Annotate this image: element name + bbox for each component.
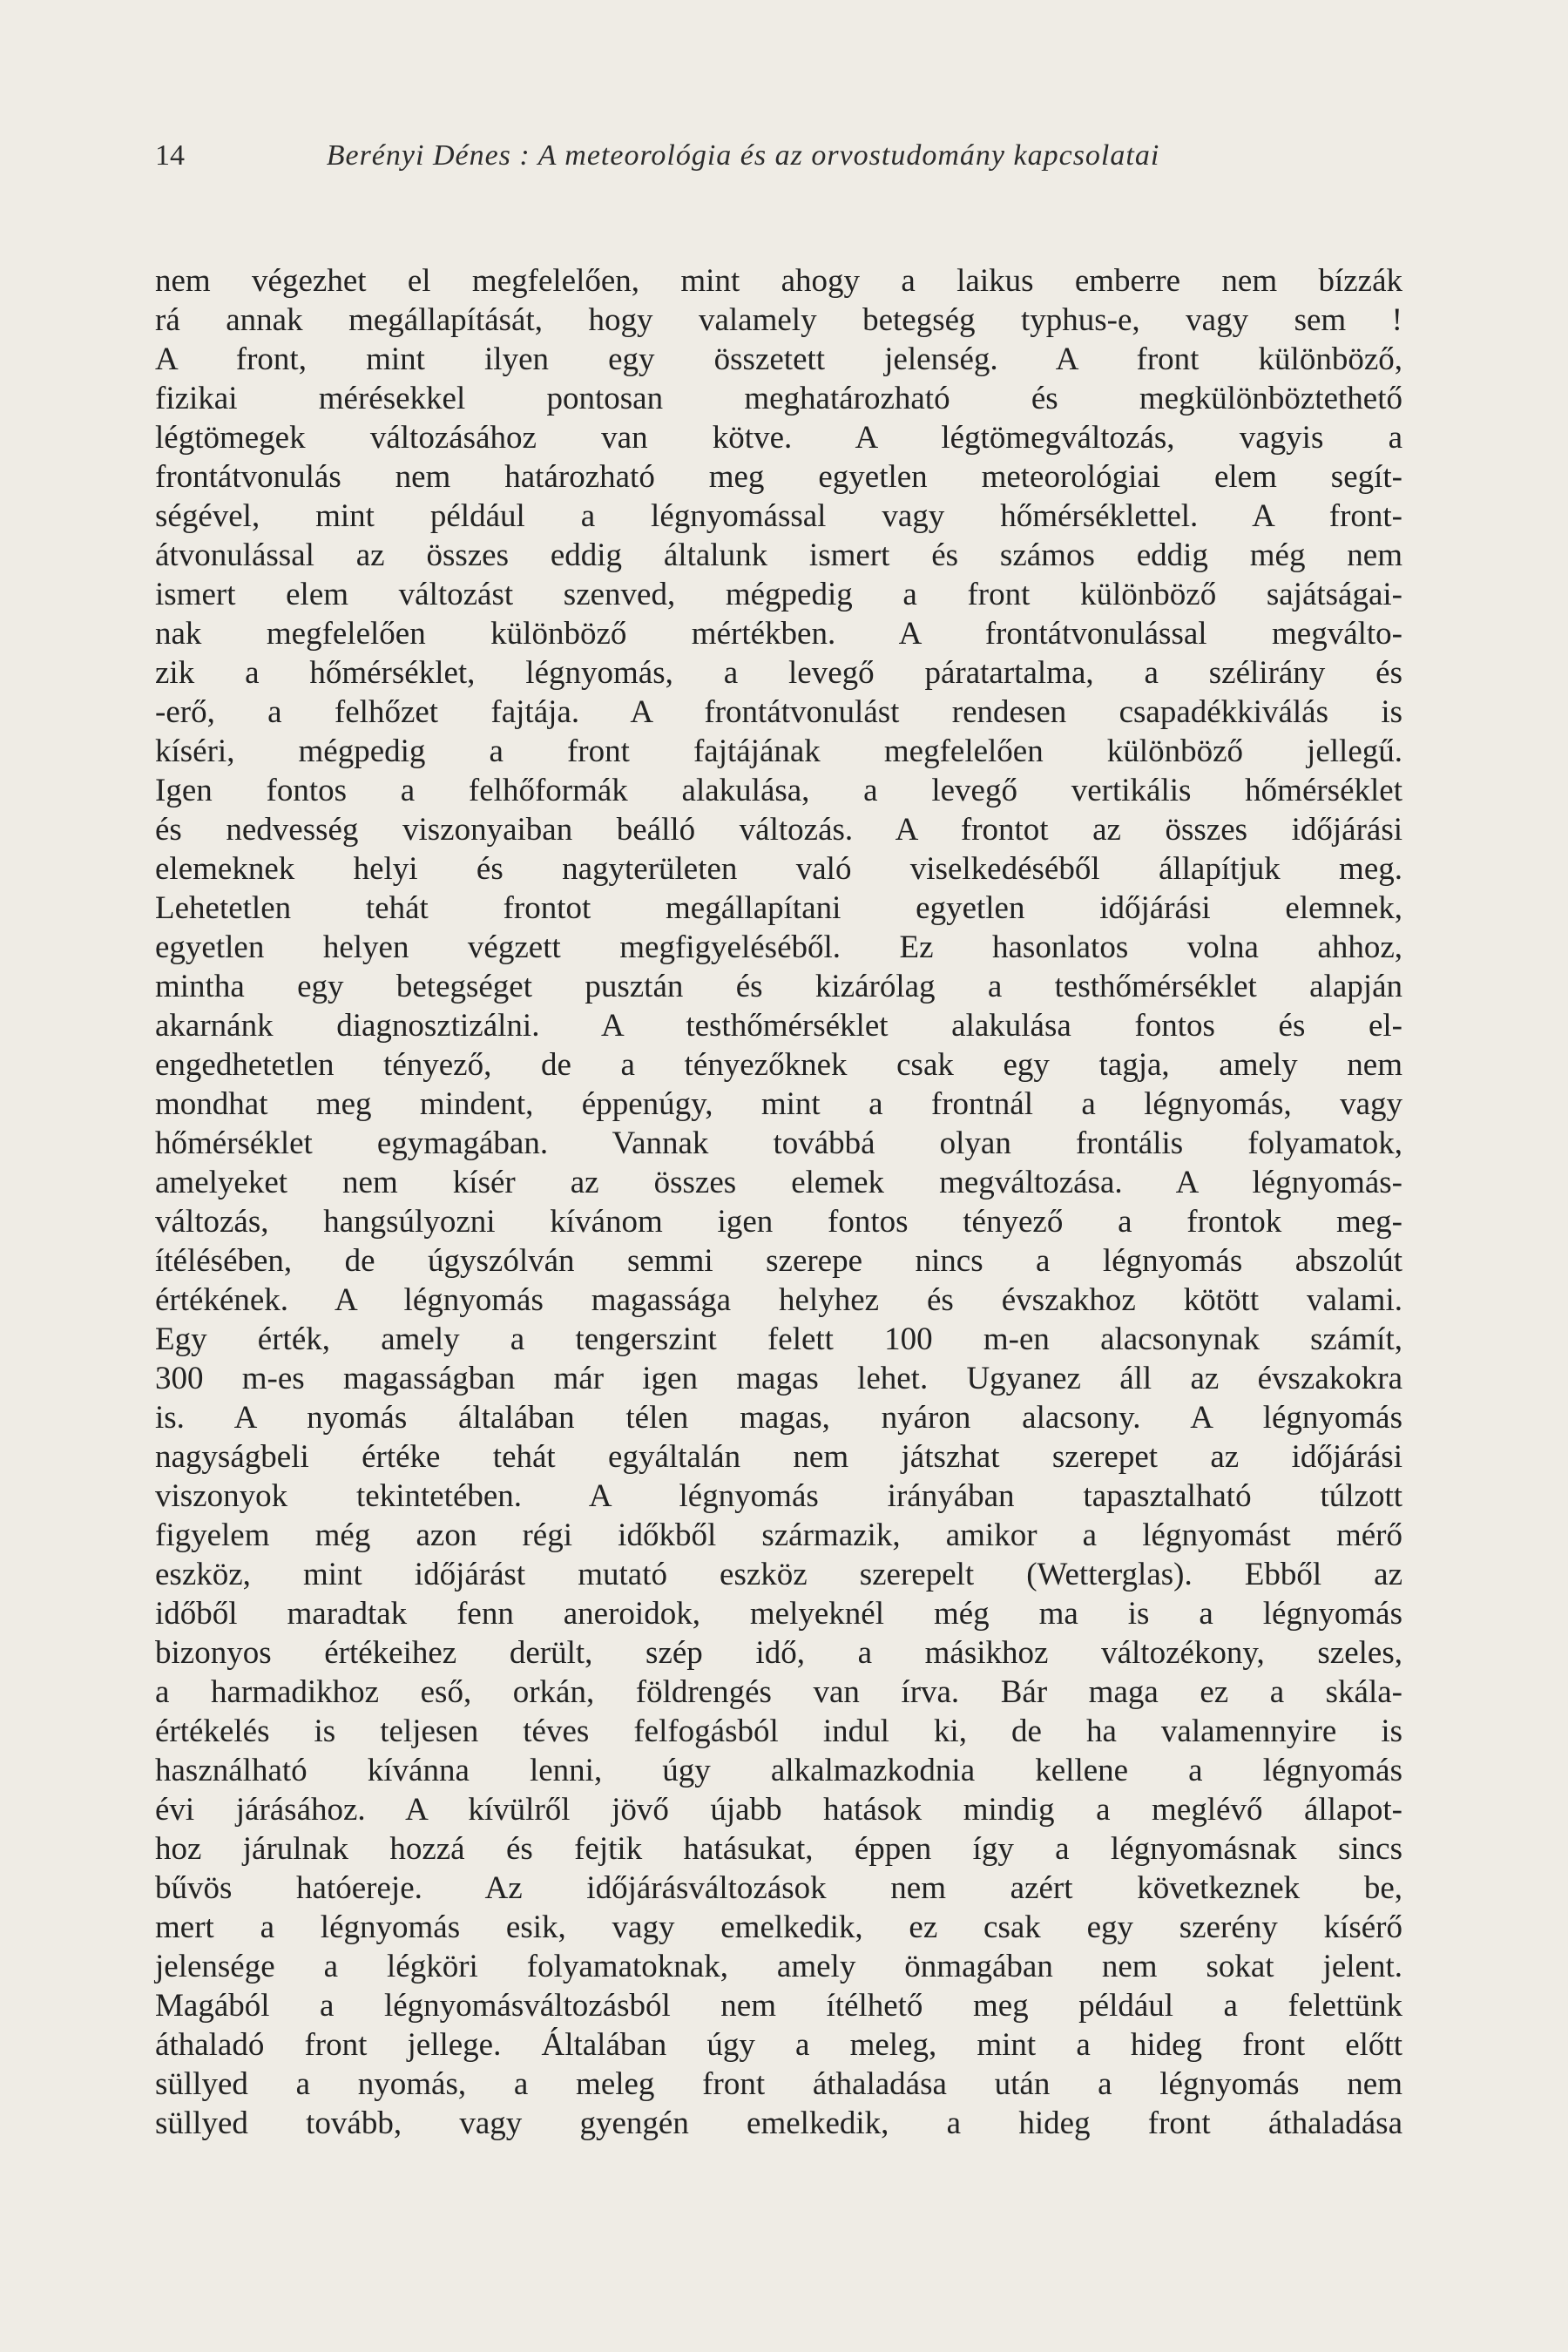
text-line: használható kívánna lenni, úgy alkalmazkodnia kellene a légnyomás — [155, 1753, 1402, 1788]
text-line: -erő, a felhőzet fajtája. A frontátvonulást rendesen csapadékkiválás is — [155, 694, 1402, 730]
text-line: értékelés is teljesen téves felfogásból indul ki, de ha valamennyire is — [155, 1713, 1402, 1749]
text-line: süllyed tovább, vagy gyengén emelkedik, a hideg front áthaladása — [155, 2105, 1402, 2141]
text-line: engedhetetlen tényező, de a tényezőknek csak egy tagja, amely nem — [155, 1047, 1402, 1083]
text-line: elemeknek helyi és nagyterületen való viselkedéséből állapítjuk meg. — [155, 851, 1402, 887]
text-line: mintha egy betegséget pusztán és kizárólag a testhőmérséklet alapján — [155, 969, 1402, 1004]
text-line: jelensége a légköri folyamatoknak, amely önmagában nem sokat jelent. — [155, 1949, 1402, 1984]
text-line: figyelem még azon régi időkből származik, amikor a légnyomást mérő — [155, 1517, 1402, 1553]
text-line: fizikai mérésekkel pontosan meghatározható és megkülönböztethető — [155, 381, 1402, 416]
page-number: 14 — [155, 139, 185, 172]
text-line: a harmadikhoz eső, orkán, földrengés van írva. Bár maga ez a skála- — [155, 1674, 1402, 1710]
text-line: 300 m-es magasságban már igen magas lehet. Ugyanez áll az évszakokra — [155, 1361, 1402, 1396]
text-line: nak megfelelően különböző mértékben. A frontátvonulással megválto- — [155, 616, 1402, 652]
text-line: légtömegek változásához van kötve. A légtömegváltozás, vagyis a — [155, 420, 1402, 456]
text-line: Igen fontos a felhőformák alakulása, a levegő vertikális hőmérséklet — [155, 773, 1402, 808]
text-line: viszonyok tekintetében. A légnyomás irányában tapasztalható túlzott — [155, 1478, 1402, 1514]
text-line: is. A nyomás általában télen magas, nyáron alacsony. A légnyomás — [155, 1400, 1402, 1436]
body-text — [155, 261, 1402, 2143]
text-line: ségével, mint például a légnyomással vagy hőmérséklettel. A front- — [155, 498, 1402, 534]
text-line: nagyságbeli értéke tehát egyáltalán nem játszhat szerepet az időjárási — [155, 1439, 1402, 1475]
text-line: változás, hangsúlyozni kívánom igen fontos tényező a frontok meg- — [155, 1204, 1402, 1240]
text-line: időből maradtak fenn aneroidok, melyeknél még ma is a légnyomás — [155, 1596, 1402, 1632]
text-line: áthaladó front jellege. Általában úgy a meleg, mint a hideg front előtt — [155, 2027, 1402, 2063]
text-line: akarnánk diagnosztizálni. A testhőmérséklet alakulása fontos és el- — [155, 1008, 1402, 1044]
text-line: ítélésében, de úgyszólván semmi szerepe nincs a légnyomás abszolút — [155, 1243, 1402, 1279]
text-line: zik a hőmérséklet, légnyomás, a levegő páratartalma, a szélirány és — [155, 655, 1402, 691]
text-line: hőmérséklet egymagában. Vannak továbbá olyan frontális folyamatok, — [155, 1125, 1402, 1161]
text-line: évi járásához. A kívülről jövő újabb hatások mindig a meglévő állapot- — [155, 1792, 1402, 1828]
text-line: egyetlen helyen végzett megfigyeléséből. Ez hasonlatos volna ahhoz, — [155, 929, 1402, 965]
text-line: ismert elem változást szenved, mégpedig a front különböző sajátságai- — [155, 577, 1402, 612]
text-line: süllyed a nyomás, a meleg front áthaladása után a légnyomás nem — [155, 2066, 1402, 2102]
text-line: bűvös hatóereje. Az időjárásváltozások nem azért következnek be, — [155, 1870, 1402, 1906]
text-line: Magából a légnyomásváltozásból nem ítélhető meg például a felettünk — [155, 1988, 1402, 2024]
text-line: A front, mint ilyen egy összetett jelenség. A front különböző, — [155, 341, 1402, 377]
text-line: bizonyos értékeihez derült, szép idő, a másikhoz változékony, szeles, — [155, 1635, 1402, 1671]
text-line: értékének. A légnyomás magassága helyhez és évszakhoz kötött valami. — [155, 1282, 1402, 1318]
running-title: Berényi Dénes : A meteorológia és az orvostudomány kapcsolatai — [326, 139, 1160, 172]
text-line: nem végezhet el megfelelően, mint ahogy a laikus emberre nem bízzák — [155, 263, 1402, 299]
text-line: frontátvonulás nem határozható meg egyetlen meteorológiai elem segít- — [155, 459, 1402, 495]
page-header — [155, 139, 1331, 181]
text-line: Egy érték, amely a tengerszint felett 100 m-en alacsonynak számít, — [155, 1321, 1402, 1357]
text-line: rá annak megállapítását, hogy valamely betegség typhus-e, vagy sem ! — [155, 302, 1402, 338]
text-line: Lehetetlen tehát frontot megállapítani egyetlen időjárási elemnek, — [155, 890, 1402, 926]
text-line: mert a légnyomás esik, vagy emelkedik, ez csak egy szerény kísérő — [155, 1909, 1402, 1945]
text-line: eszköz, mint időjárást mutató eszköz szerepelt (Wetterglas). Ebből az — [155, 1557, 1402, 1592]
text-line: mondhat meg mindent, éppenúgy, mint a frontnál a légnyomás, vagy — [155, 1086, 1402, 1122]
text-line: és nedvesség viszonyaiban beálló változás. A frontot az összes időjárási — [155, 812, 1402, 848]
text-line: kíséri, mégpedig a front fajtájának megfelelően különböző jellegű. — [155, 733, 1402, 769]
text-line: amelyeket nem kísér az összes elemek megváltozása. A légnyomás- — [155, 1165, 1402, 1200]
text-line: hoz járulnak hozzá és fejtik hatásukat, éppen így a légnyomásnak sincs — [155, 1831, 1402, 1867]
text-line: átvonulással az összes eddig általunk ismert és számos eddig még nem — [155, 537, 1402, 573]
